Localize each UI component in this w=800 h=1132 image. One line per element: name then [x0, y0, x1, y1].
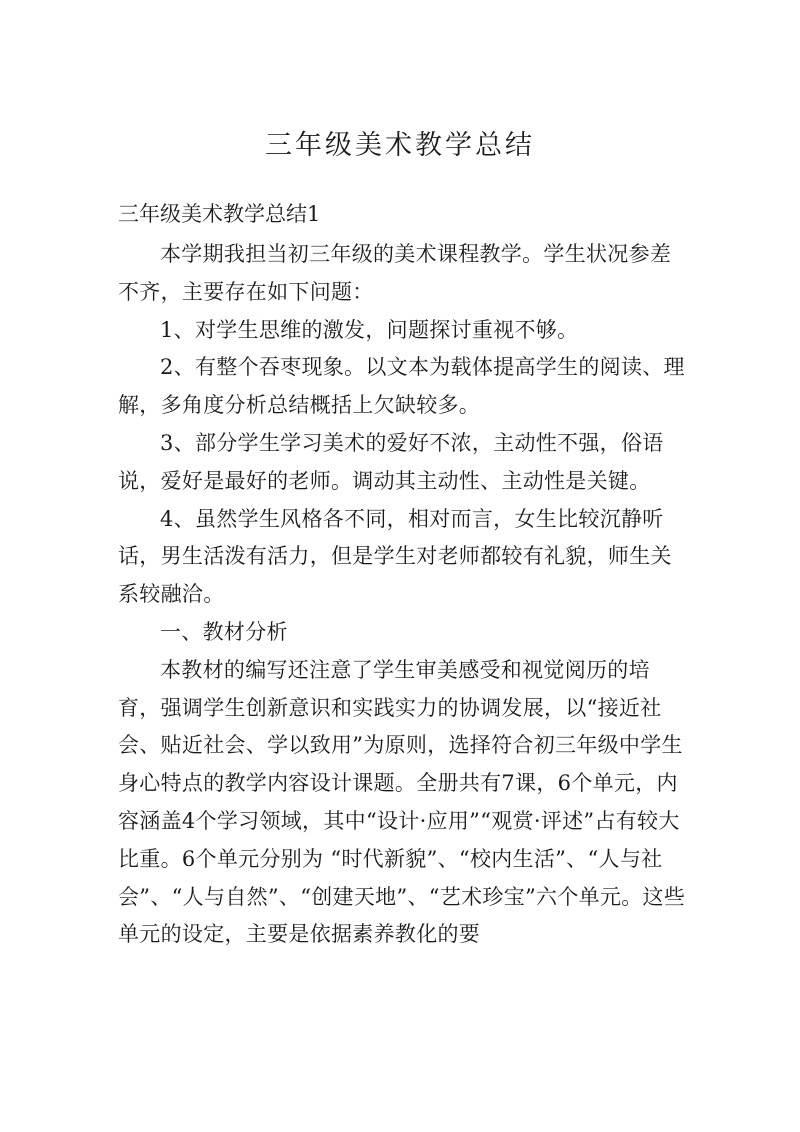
document-body	[118, 236, 688, 954]
paragraph-item-1: 1、对学生思维的激发，问题探讨重视不够。	[160, 317, 579, 342]
paragraph-textbook-analysis: 本教材的编写还注意了学生审美感受和视觉阅历的培育，强调学生创新意识和实践实力的协调发展，以“接近社会、贴近社会、学以致用”为原则，选择符合初三年级中学生身心特点的教学内容设计课题。全册共有7课，6个单元，内容涵盖4个学习领域，其中“设计·应用”“观赏·评述”占有较大比重。6个单元分别为 “时代新貌”、“校内生活”、“人与社会”、“人与自然”、“创建天地”、“艺术珍宝”六个单元。这些单元的设定，主要是依据素养教化的要	[118, 657, 686, 947]
paragraph-item-4: 4、虽然学生风格各不同，相对而言，女生比较沉静听话，男生活泼有活力，但是学生对老师都较有礼貌，师生关系较融洽。	[118, 506, 672, 607]
paragraph-intro: 本学期我担当初三年级的美术课程教学。学生状况参差不齐，主要存在如下问题：	[118, 242, 672, 304]
document-title: 三年级美术教学总结	[265, 130, 535, 161]
section-heading-textbook-analysis: 一、教材分析	[160, 619, 288, 644]
paragraph-item-3: 3、部分学生学习美术的爱好不浓，主动性不强，俗语说，爱好是最好的老师。调动其主动性、主动性是关键。	[118, 430, 664, 493]
section-heading: 三年级美术教学总结1	[118, 202, 321, 226]
paragraph-item-2: 2、有整个吞枣现象。以文本为载体提高学生的阅读、理解，多角度分析总结概括上欠缺较多。	[118, 355, 685, 418]
